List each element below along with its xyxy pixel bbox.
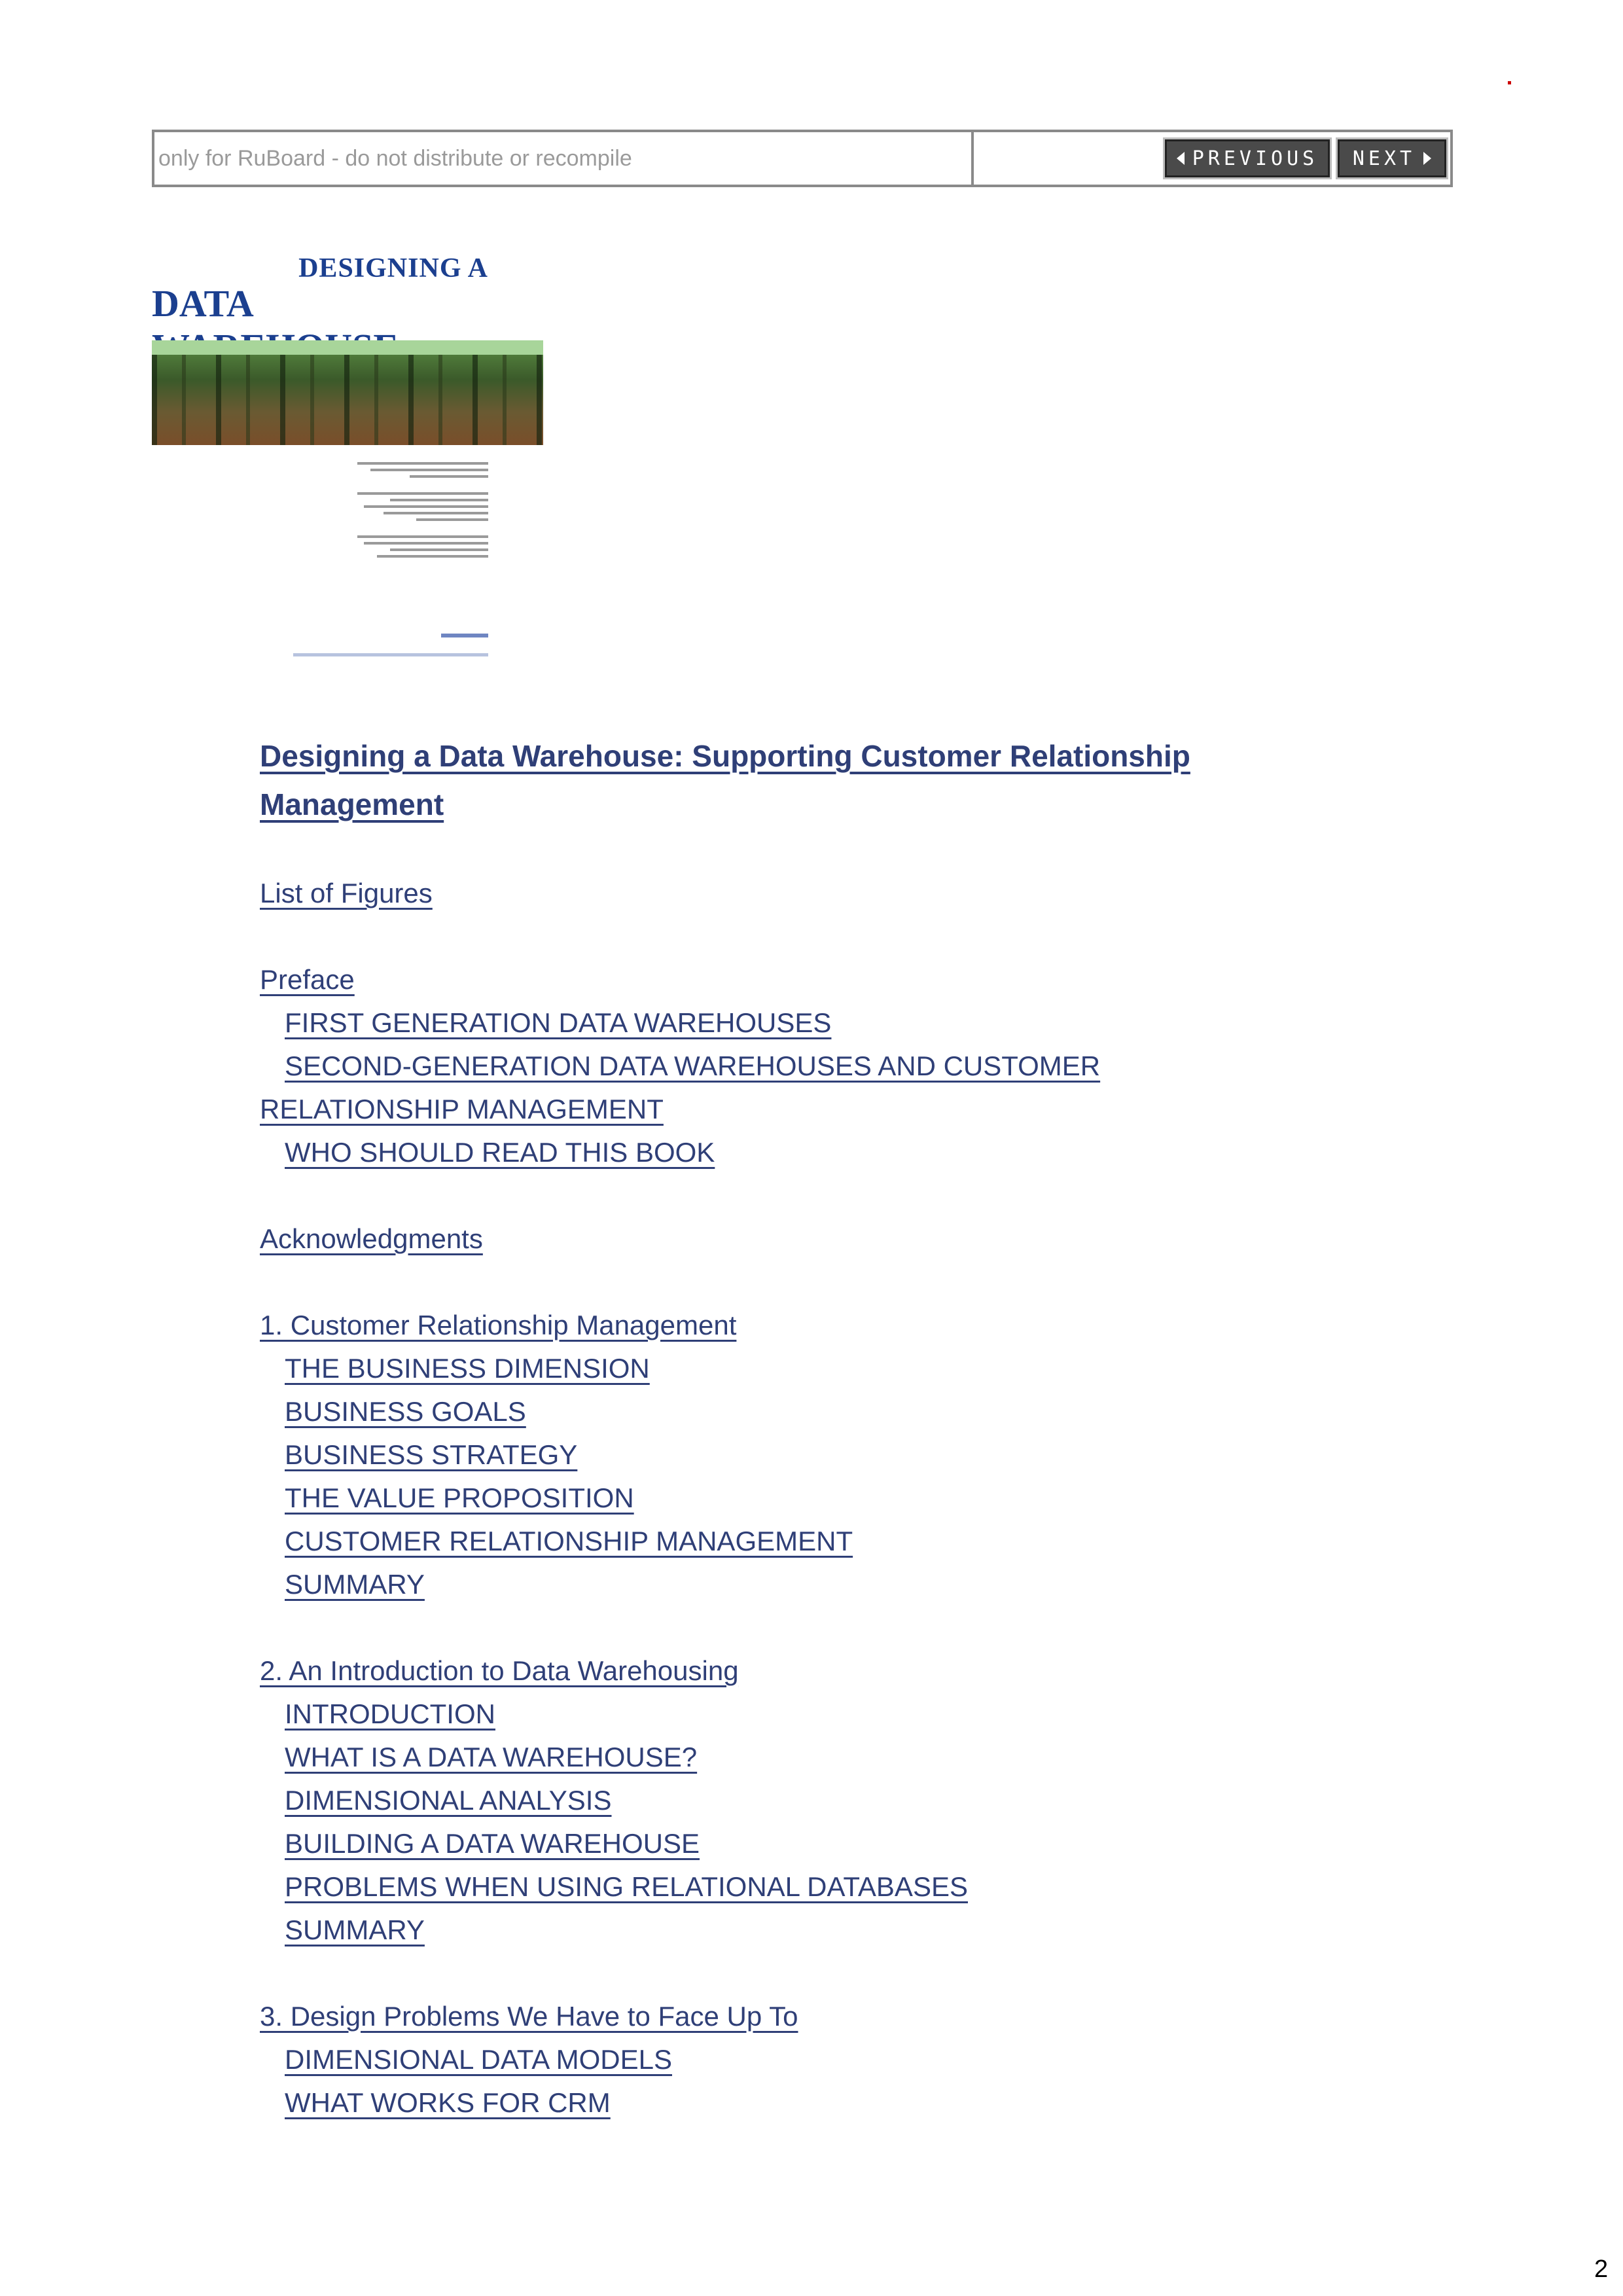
toc-subentry — [260, 1909, 1372, 1952]
marker-dot — [1508, 81, 1511, 84]
acknowledgments-link[interactable]: Acknowledgments — [260, 1223, 483, 1254]
toc-subentry — [260, 1477, 1372, 1520]
toc-sublink[interactable]: BUILDING A DATA WAREHOUSE — [285, 1828, 700, 1859]
toc-subentry — [260, 1865, 1372, 1909]
chapter-entry — [260, 1995, 1372, 2038]
toc-subentry — [260, 1693, 1372, 1736]
chapter-entry — [260, 1304, 1372, 1347]
toc-sublink[interactable]: SUMMARY — [285, 1569, 425, 1600]
next-label: NEXT — [1352, 147, 1416, 170]
cover-subtitle-strip — [152, 340, 543, 355]
next-button[interactable] — [1338, 139, 1446, 177]
chapter-entry — [260, 1649, 1372, 1693]
book-cover-image — [152, 253, 543, 666]
toc-sublink[interactable]: WHAT IS A DATA WAREHOUSE? — [285, 1742, 698, 1772]
toc-sublink[interactable]: WHAT WORKS FOR CRM — [285, 2087, 611, 2118]
toc-sublink[interactable]: CUSTOMER RELATIONSHIP MANAGEMENT — [285, 1526, 853, 1556]
toc-entry — [260, 1217, 1372, 1261]
notice-text: only for RuBoard - do not distribute or recompile — [158, 145, 632, 171]
toc-entry — [260, 958, 1372, 1001]
toc-sublink[interactable]: INTRODUCTION — [285, 1698, 495, 1729]
navigation-buttons — [974, 132, 1450, 185]
toc-subentry — [260, 2038, 1372, 2081]
toc-subentry — [260, 2081, 1372, 2125]
chapter-link[interactable]: 3. Design Problems We Have to Face Up To — [260, 2001, 798, 2032]
cover-title-line1: DESIGNING A — [298, 253, 488, 283]
cover-title-line2: DATA — [152, 282, 252, 325]
chapter-link[interactable]: 2. An Introduction to Data Warehousing — [260, 1655, 739, 1686]
toc-sublink[interactable]: SUMMARY — [285, 1914, 425, 1945]
toc-sublink[interactable]: BUSINESS GOALS — [285, 1396, 526, 1427]
toc-sublink[interactable]: THE BUSINESS DIMENSION — [285, 1353, 650, 1384]
toc-subentry — [260, 1001, 1372, 1045]
page-number: 2 — [1594, 2255, 1609, 2283]
forest-photo-icon — [152, 340, 543, 445]
toc-sublink[interactable]: PROBLEMS WHEN USING RELATIONAL DATABASES — [285, 1871, 968, 1902]
cover-author — [441, 634, 488, 637]
toc-subentry — [260, 1433, 1372, 1477]
toc-subentry — [260, 1390, 1372, 1433]
toc-subentry — [260, 1822, 1372, 1865]
previous-button[interactable] — [1165, 139, 1330, 177]
toc-subentry — [260, 1736, 1372, 1779]
toc-subentry — [260, 1131, 1372, 1174]
cover-blurb — [344, 462, 488, 558]
toc-sublink[interactable]: THE VALUE PROPOSITION — [285, 1482, 634, 1513]
toc-subentry — [260, 1779, 1372, 1822]
toc-subentry — [260, 1347, 1372, 1390]
book-title — [260, 732, 1372, 829]
toc-sublink[interactable]: FIRST GENERATION DATA WAREHOUSES — [285, 1007, 832, 1038]
list-of-figures-link[interactable]: List of Figures — [260, 878, 433, 908]
table-of-contents — [260, 732, 1372, 2125]
previous-label: PREVIOUS — [1192, 147, 1319, 170]
distribution-notice — [154, 132, 974, 185]
toc-entry — [260, 872, 1372, 915]
chapter-link[interactable]: 1. Customer Relationship Management — [260, 1310, 737, 1340]
toc-sublink[interactable]: DIMENSIONAL DATA MODELS — [285, 2044, 672, 2075]
toc-subentry-continued — [260, 1088, 1372, 1131]
toc-subentry — [260, 1045, 1372, 1088]
toc-subentry — [260, 1520, 1372, 1563]
toc-sublink[interactable]: WHO SHOULD READ THIS BOOK — [285, 1137, 715, 1168]
book-title-link[interactable]: Designing a Data Warehouse: Supporting Customer Relationship Management — [260, 739, 1190, 821]
toc-sublink[interactable]: SECOND-GENERATION DATA WAREHOUSES AND CUSTOMER — [285, 1050, 1101, 1081]
cover-publisher — [293, 653, 488, 656]
toc-sublink[interactable]: DIMENSIONAL ANALYSIS — [285, 1785, 612, 1816]
preface-link[interactable]: Preface — [260, 964, 355, 995]
toc-sublink[interactable]: RELATIONSHIP MANAGEMENT — [260, 1094, 664, 1124]
arrow-right-icon — [1423, 152, 1431, 165]
header-bar — [152, 130, 1453, 187]
toc-sublink[interactable]: BUSINESS STRATEGY — [285, 1439, 578, 1470]
toc-subentry — [260, 1563, 1372, 1606]
arrow-left-icon — [1177, 152, 1185, 165]
